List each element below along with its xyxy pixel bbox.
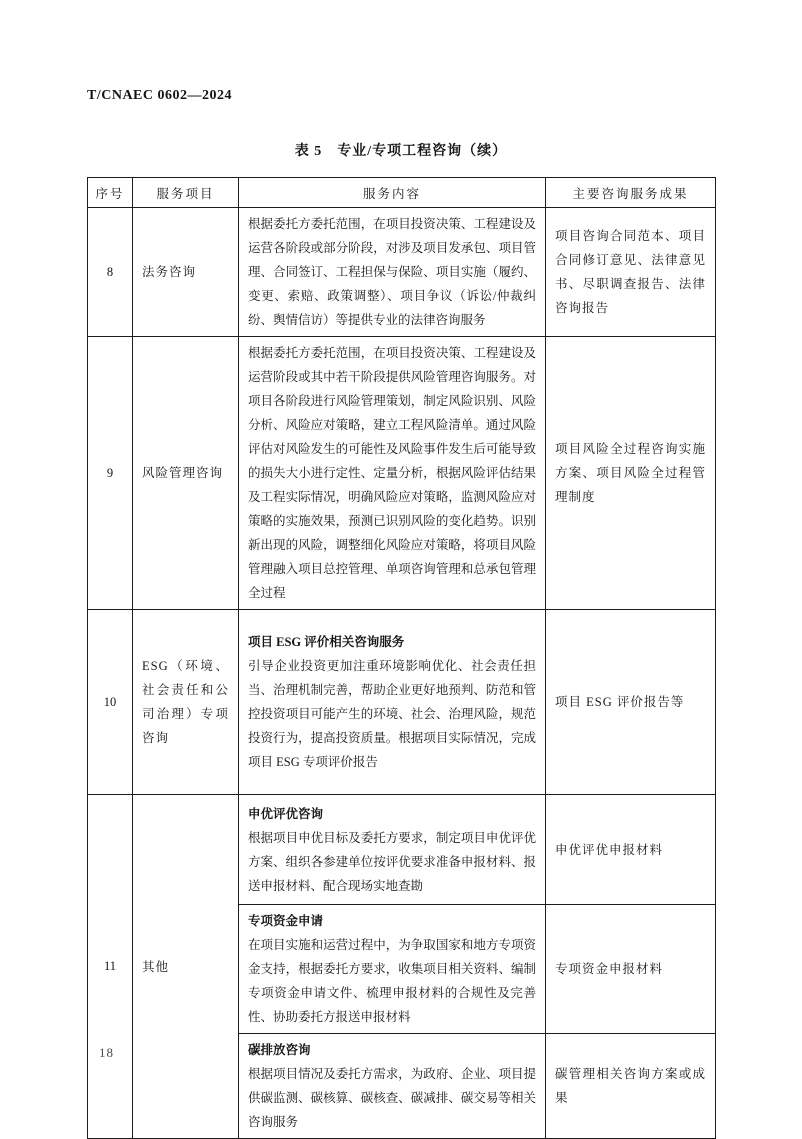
service-result: 申优评优申报材料 [546,795,716,905]
content-text: 根据项目申优目标及委托方要求，制定项目申优评优方案、组织各参建单位按评优要求准备申报材料、报送申报材料、配合现场实地查勘 [248,830,536,893]
content-text: 根据委托方委托范围，在项目投资决策、工程建设及运营阶段或其中若干阶段提供风险管理咨询服务。对项目各阶段进行风险管理策划，制定风险识别、风险分析、风险应对策略，建立工程风险清单。通过风险评估对风险发生的可能性及风险事件发生后可能导致的损失大小进行定性、定量分析，根据风险评估结果及工程实际情况，明确风险应对策略，监测风险应对策略的实施效果，预测已识别风险的变化趋势。识别新出现的风险，调整细化风险应对策略，将项目风险管理融入项目总控管理、单项咨询管理和总承包管理全过程 [248,346,536,600]
table-row-10 [88,610,716,795]
service-result: 项目 ESG 评价报告等 [546,610,716,795]
service-table [87,177,716,1139]
service-result: 项目咨询合同范本、项目合同修订意见、法律意见书、尽职调查报告、法律咨询报告 [546,208,716,337]
content-subtitle: 项目 ESG 评价相关咨询服务 [248,635,405,649]
service-content [239,610,546,795]
header-service-content: 服务内容 [239,178,546,208]
service-item: 法务咨询 [133,208,239,337]
service-result: 碳管理相关咨询方案或成果 [546,1034,716,1139]
header-service-result: 主要咨询服务成果 [546,178,716,208]
service-content [239,208,546,337]
row-no: 8 [88,208,133,337]
service-item: 风险管理咨询 [133,337,239,610]
service-content [239,337,546,610]
content-text: 在项目实施和运营过程中，为争取国家和地方专项资金支持，根据委托方要求，收集项目相关资料、编制专项资金申请文件、梳理申报材料的合规性及完善性、协助委托方报送申报材料 [248,938,536,1024]
service-item: 其他 [133,795,239,1139]
header-service-item: 服务项目 [133,178,239,208]
table-title: 表 5 专业/专项工程咨询（续） [294,144,508,159]
service-content [239,1034,546,1139]
table-header-row [88,178,716,208]
header-no: 序号 [88,178,133,208]
content-text: 引导企业投资更加注重环境影响优化、社会责任担当、治理机制完善，帮助企业更好地预判、防范和管控投资项目可能产生的环境、社会、治理风险，规范投资行为，提高投资质量。根据项目实际情况，完成项目 ESG 专项评价报告 [248,659,536,769]
content-text: 根据项目情况及委托方需求，为政府、企业、项目提供碳监测、碳核算、碳核查、碳减排、碳交易等相关咨询服务 [248,1067,536,1129]
content-text: 根据委托方委托范围，在项目投资决策、工程建设及运营各阶段或部分阶段，对涉及项目发承包、项目管理、合同签订、工程担保与保险、项目实施（履约、变更、索赔、政策调整）、项目争议（诉讼/仲裁纠纷、舆情信访）等提供专业的法律咨询服务 [248,217,536,327]
row-no: 9 [88,337,133,610]
table-row-8 [88,208,716,337]
service-content [239,795,546,905]
table-row-9 [88,337,716,610]
content-subtitle: 申优评优咨询 [248,806,324,821]
table-row-11-sub-1 [88,795,716,905]
service-result: 项目风险全过程咨询实施方案、项目风险全过程管理制度 [546,337,716,610]
doc-code: T/CNAEC 0602—2024 [87,88,233,103]
row-no: 10 [88,610,133,795]
page-number: 18 [99,1045,114,1060]
service-item: ESG（环境、社会责任和公司治理）专项咨询 [133,610,239,795]
row-no: 11 [88,795,133,1139]
content-subtitle: 碳排放咨询 [248,1043,311,1057]
service-result: 专项资金申报材料 [546,905,716,1034]
content-subtitle: 专项资金申请 [248,914,324,928]
service-content [239,905,546,1034]
